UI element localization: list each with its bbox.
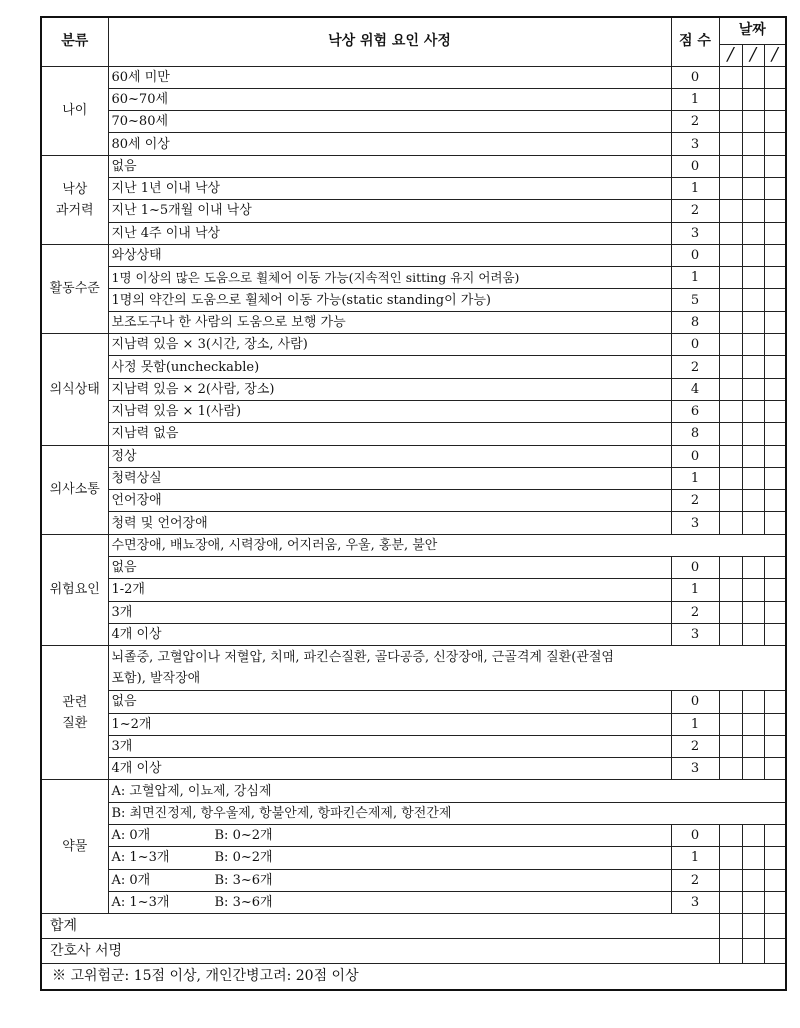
item-text: 1명 이상의 많은 도움으로 휠체어 이동 가능(지속적인 sitting 유지 어려움) xyxy=(108,267,671,289)
date-cell[interactable] xyxy=(719,512,742,534)
date-cell[interactable] xyxy=(764,758,786,780)
date-cell[interactable] xyxy=(742,423,764,445)
date-cell[interactable] xyxy=(742,601,764,623)
item-text: 지남력 있음 × 2(사람, 장소) xyxy=(108,378,671,400)
table-row xyxy=(41,847,786,869)
date-cell[interactable] xyxy=(719,155,742,177)
item-score: 3 xyxy=(671,133,719,155)
item-text: 3개 xyxy=(108,735,671,757)
date-cell[interactable] xyxy=(742,289,764,311)
item-text: 지남력 없음 xyxy=(108,423,671,445)
date-cell[interactable] xyxy=(742,825,764,847)
item-score: 3 xyxy=(671,758,719,780)
category-risk-factors: 위험요인 xyxy=(41,534,108,645)
date-cell[interactable] xyxy=(742,579,764,601)
item-text xyxy=(108,891,671,913)
date-cell[interactable] xyxy=(764,490,786,512)
fall-risk-assessment-form xyxy=(40,16,778,991)
date-cell[interactable] xyxy=(764,557,786,579)
item-score: 3 xyxy=(671,891,719,913)
table-row xyxy=(41,691,786,713)
table-row xyxy=(41,735,786,757)
item-text: 3개 xyxy=(108,601,671,623)
table-row xyxy=(41,780,786,802)
table-row xyxy=(41,88,786,110)
signature-cell[interactable] xyxy=(719,939,742,964)
med-a: A: 0개 xyxy=(111,828,151,844)
date-cell[interactable] xyxy=(742,400,764,422)
date-cell[interactable] xyxy=(764,423,786,445)
table-row xyxy=(41,378,786,400)
item-score: 2 xyxy=(671,601,719,623)
date-cell[interactable] xyxy=(764,155,786,177)
total-label: 합계 xyxy=(41,914,719,939)
date-cell[interactable] xyxy=(742,88,764,110)
table-row xyxy=(41,713,786,735)
date-cell[interactable] xyxy=(719,222,742,244)
date-cell[interactable] xyxy=(719,758,742,780)
category-activity-level: 활동수준 xyxy=(41,244,108,333)
date-cell[interactable] xyxy=(764,512,786,534)
date-cell[interactable] xyxy=(764,289,786,311)
date-cell[interactable] xyxy=(742,490,764,512)
date-cell[interactable] xyxy=(719,289,742,311)
date-cell[interactable] xyxy=(719,847,742,869)
item-score: 5 xyxy=(671,289,719,311)
item-text: 지난 4주 이내 낙상 xyxy=(108,222,671,244)
header-score: 점 수 xyxy=(671,17,719,66)
date-cell[interactable] xyxy=(764,400,786,422)
date-cell[interactable] xyxy=(764,378,786,400)
date-cell[interactable] xyxy=(719,623,742,645)
item-text xyxy=(108,869,671,891)
date-cell[interactable] xyxy=(719,467,742,489)
date-cell[interactable] xyxy=(719,400,742,422)
date-cell[interactable] xyxy=(742,758,764,780)
date-cell[interactable] xyxy=(742,133,764,155)
date-cell[interactable] xyxy=(719,691,742,713)
date-cell[interactable] xyxy=(719,490,742,512)
item-score: 0 xyxy=(671,825,719,847)
date-cell[interactable] xyxy=(764,601,786,623)
date-cell[interactable] xyxy=(764,311,786,333)
table-row xyxy=(41,244,786,266)
table-row xyxy=(41,400,786,422)
date-cell[interactable] xyxy=(742,267,764,289)
item-text: 4개 이상 xyxy=(108,758,671,780)
date-cell[interactable] xyxy=(742,155,764,177)
category-age: 나이 xyxy=(41,66,108,155)
item-text xyxy=(108,825,671,847)
date-cell[interactable] xyxy=(742,713,764,735)
table-row xyxy=(41,423,786,445)
category-medication: 약물 xyxy=(41,780,108,914)
item-score: 2 xyxy=(671,111,719,133)
date-cell[interactable] xyxy=(719,869,742,891)
date-cell[interactable] xyxy=(719,88,742,110)
date-cell[interactable] xyxy=(742,200,764,222)
table-row xyxy=(41,311,786,333)
table-row xyxy=(41,825,786,847)
date-cell[interactable] xyxy=(742,557,764,579)
date-cell[interactable] xyxy=(742,467,764,489)
table-row xyxy=(41,964,786,990)
item-score: 1 xyxy=(671,467,719,489)
item-text: 보조도구나 한 사람의 도움으로 보행 가능 xyxy=(108,311,671,333)
table-row xyxy=(41,177,786,199)
item-text: 청력상실 xyxy=(108,467,671,489)
table-row xyxy=(41,222,786,244)
item-text: 70~80세 xyxy=(108,111,671,133)
date-cell[interactable] xyxy=(764,88,786,110)
date-cell[interactable] xyxy=(719,244,742,266)
item-score: 2 xyxy=(671,490,719,512)
table-row xyxy=(41,200,786,222)
table-row xyxy=(41,512,786,534)
date-cell[interactable] xyxy=(719,111,742,133)
item-text: 없음 xyxy=(108,155,671,177)
item-score: 0 xyxy=(671,66,719,88)
risk-factors-description: 수면장애, 배뇨장애, 시력장애, 어지러움, 우울, 홍분, 불안 xyxy=(108,534,786,556)
med-a: A: 1~3개 xyxy=(111,850,170,866)
item-text: 지난 1년 이내 낙상 xyxy=(108,177,671,199)
date-cell[interactable] xyxy=(764,891,786,913)
table-row xyxy=(41,914,786,939)
category-fall-history: 낙상 과거력 xyxy=(41,155,108,244)
table-row xyxy=(41,289,786,311)
date-cell[interactable] xyxy=(764,133,786,155)
date-cell[interactable] xyxy=(742,691,764,713)
table-row xyxy=(41,939,786,964)
table-row xyxy=(41,557,786,579)
date-cell[interactable] xyxy=(742,356,764,378)
date-cell[interactable] xyxy=(764,735,786,757)
date-cell[interactable] xyxy=(764,467,786,489)
header-category: 분류 xyxy=(41,17,108,66)
item-text: 지남력 있음 × 1(사람) xyxy=(108,400,671,422)
date-cell[interactable] xyxy=(719,200,742,222)
item-score: 1 xyxy=(671,267,719,289)
high-risk-note: ※ 고위험군: 15점 이상, 개인간병고려: 20점 이상 xyxy=(41,964,786,990)
table-row xyxy=(41,133,786,155)
signature-cell[interactable] xyxy=(764,939,786,964)
med-b: B: 0~2개 xyxy=(214,850,273,866)
date-cell[interactable] xyxy=(742,66,764,88)
med-a: A: 1~3개 xyxy=(111,895,170,911)
table-row xyxy=(41,490,786,512)
date-cell[interactable] xyxy=(764,111,786,133)
header-items: 낙상 위험 요인 사정 xyxy=(108,17,671,66)
item-score: 3 xyxy=(671,222,719,244)
item-text: 청력 및 언어장애 xyxy=(108,512,671,534)
date-cell[interactable] xyxy=(719,334,742,356)
item-score: 4 xyxy=(671,378,719,400)
date-cell[interactable] xyxy=(719,133,742,155)
total-cell[interactable] xyxy=(764,914,786,939)
date-cell[interactable] xyxy=(764,334,786,356)
table-row xyxy=(41,66,786,88)
table-row xyxy=(41,891,786,913)
assessment-table xyxy=(40,16,787,991)
item-score: 2 xyxy=(671,735,719,757)
nurse-signature-label: 간호사 서명 xyxy=(41,939,719,964)
date-cell[interactable] xyxy=(719,891,742,913)
table-row xyxy=(41,646,786,691)
table-row xyxy=(41,601,786,623)
date-cell[interactable] xyxy=(719,66,742,88)
table-row xyxy=(41,267,786,289)
item-text: 60~70세 xyxy=(108,88,671,110)
total-cell[interactable] xyxy=(742,914,764,939)
item-text: 정상 xyxy=(108,445,671,467)
item-text xyxy=(108,847,671,869)
date-cell[interactable] xyxy=(742,847,764,869)
date-cell[interactable] xyxy=(742,177,764,199)
item-score: 2 xyxy=(671,869,719,891)
date-cell[interactable] xyxy=(742,891,764,913)
table-row xyxy=(41,623,786,645)
date-cell[interactable] xyxy=(764,579,786,601)
date-cell[interactable] xyxy=(742,244,764,266)
category-communication: 의사소통 xyxy=(41,445,108,534)
item-score: 6 xyxy=(671,400,719,422)
table-row xyxy=(41,155,786,177)
date-cell[interactable] xyxy=(764,244,786,266)
date-cell[interactable] xyxy=(742,111,764,133)
date-cell[interactable] xyxy=(742,311,764,333)
table-row xyxy=(41,579,786,601)
date-cell[interactable] xyxy=(719,579,742,601)
date-cell[interactable] xyxy=(764,869,786,891)
item-text: 1명의 약간의 도움으로 휠체어 이동 가능(static standing이 가능) xyxy=(108,289,671,311)
date-cell[interactable] xyxy=(764,66,786,88)
date-cell[interactable] xyxy=(742,512,764,534)
date-cell[interactable] xyxy=(719,601,742,623)
medication-description-a: A: 고혈압제, 이뇨제, 강심제 xyxy=(108,780,786,802)
table-row xyxy=(41,467,786,489)
med-b: B: 3~6개 xyxy=(214,872,273,888)
date-cell[interactable] xyxy=(742,334,764,356)
item-score: 1 xyxy=(671,88,719,110)
date-cell[interactable] xyxy=(764,691,786,713)
date-slash-3[interactable]: / xyxy=(764,44,786,66)
item-text: 언어장애 xyxy=(108,490,671,512)
item-text: 1~2개 xyxy=(108,713,671,735)
table-row xyxy=(41,758,786,780)
signature-cell[interactable] xyxy=(742,939,764,964)
date-slash-1[interactable]: / xyxy=(719,44,742,66)
item-score: 1 xyxy=(671,177,719,199)
date-cell[interactable] xyxy=(719,557,742,579)
date-cell[interactable] xyxy=(764,200,786,222)
table-row xyxy=(41,445,786,467)
item-score: 0 xyxy=(671,445,719,467)
date-cell[interactable] xyxy=(764,847,786,869)
table-row xyxy=(41,534,786,556)
table-row xyxy=(41,334,786,356)
item-score: 0 xyxy=(671,334,719,356)
med-a: A: 0개 xyxy=(111,872,151,888)
item-score: 0 xyxy=(671,691,719,713)
date-cell[interactable] xyxy=(764,356,786,378)
date-cell[interactable] xyxy=(719,825,742,847)
date-cell[interactable] xyxy=(742,222,764,244)
date-cell[interactable] xyxy=(719,445,742,467)
item-score: 2 xyxy=(671,200,719,222)
item-text: 60세 미만 xyxy=(108,66,671,88)
date-cell[interactable] xyxy=(764,267,786,289)
date-cell[interactable] xyxy=(719,735,742,757)
date-cell[interactable] xyxy=(764,623,786,645)
date-cell[interactable] xyxy=(742,735,764,757)
category-related-diseases: 관련 질환 xyxy=(41,646,108,780)
med-b: B: 0~2개 xyxy=(214,828,273,844)
date-cell[interactable] xyxy=(742,378,764,400)
item-text: 사정 못함(uncheckable) xyxy=(108,356,671,378)
date-cell[interactable] xyxy=(742,445,764,467)
table-row xyxy=(41,802,786,824)
item-text: 80세 이상 xyxy=(108,133,671,155)
date-cell[interactable] xyxy=(719,713,742,735)
item-score: 1 xyxy=(671,579,719,601)
table-row xyxy=(41,111,786,133)
item-text: 없음 xyxy=(108,557,671,579)
related-diseases-description: 뇌졸중, 고혈압이나 저혈압, 치매, 파킨슨질환, 골다공증, 신장장애, 근골격계 질환(관절염 포함), 발작장애 xyxy=(108,646,786,691)
date-cell[interactable] xyxy=(764,222,786,244)
item-score: 1 xyxy=(671,713,719,735)
date-cell[interactable] xyxy=(719,267,742,289)
table-row xyxy=(41,356,786,378)
total-cell[interactable] xyxy=(719,914,742,939)
item-score: 8 xyxy=(671,423,719,445)
item-score: 8 xyxy=(671,311,719,333)
item-text: 와상상태 xyxy=(108,244,671,266)
item-text: 없음 xyxy=(108,691,671,713)
item-score: 3 xyxy=(671,512,719,534)
date-cell[interactable] xyxy=(719,423,742,445)
item-text: 1-2개 xyxy=(108,579,671,601)
item-score: 0 xyxy=(671,557,719,579)
category-consciousness: 의식상태 xyxy=(41,334,108,445)
item-text: 지난 1~5개월 이내 낙상 xyxy=(108,200,671,222)
date-cell[interactable] xyxy=(764,713,786,735)
date-cell[interactable] xyxy=(764,825,786,847)
medication-description-b: B: 최면진정제, 항우울제, 항불안제, 항파킨슨제제, 항전간제 xyxy=(108,802,786,824)
table-row xyxy=(41,869,786,891)
item-score: 1 xyxy=(671,847,719,869)
item-score: 3 xyxy=(671,623,719,645)
date-cell[interactable] xyxy=(742,869,764,891)
date-cell[interactable] xyxy=(764,445,786,467)
date-cell[interactable] xyxy=(742,623,764,645)
item-score: 2 xyxy=(671,356,719,378)
date-slash-2[interactable]: / xyxy=(742,44,764,66)
date-cell[interactable] xyxy=(719,378,742,400)
date-cell[interactable] xyxy=(719,356,742,378)
date-cell[interactable] xyxy=(719,177,742,199)
date-cell[interactable] xyxy=(764,177,786,199)
item-score: 0 xyxy=(671,155,719,177)
item-text: 4개 이상 xyxy=(108,623,671,645)
date-cell[interactable] xyxy=(719,311,742,333)
header-date: 날짜 xyxy=(719,17,786,44)
item-text: 지남력 있음 × 3(시간, 장소, 사람) xyxy=(108,334,671,356)
item-score: 0 xyxy=(671,244,719,266)
med-b: B: 3~6개 xyxy=(214,895,273,911)
